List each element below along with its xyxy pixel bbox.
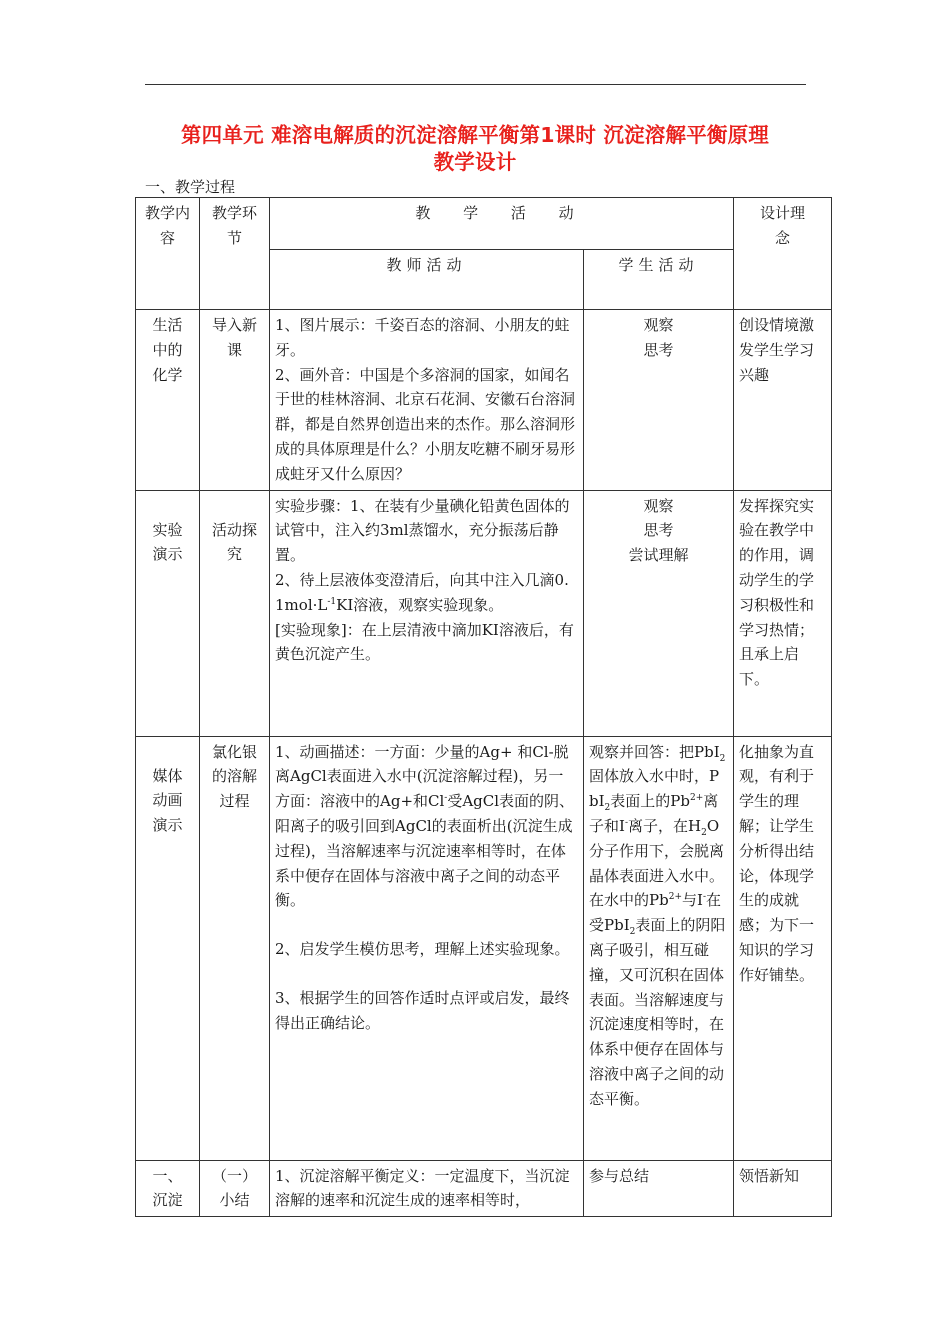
text-run: 2、待上层液体变澄清后，向其中注入几滴0.1mol·L: [275, 570, 569, 614]
top-rule: [145, 84, 806, 85]
cell-idea: 化抽象为直观，有利于学生的理解；让学生分析得出结论，体现学生的成就感；为下一知识的学习作好铺垫。: [734, 736, 832, 1160]
text-run: KI溶液，观察实验现象。: [336, 595, 504, 614]
text-run: 表面上的Pb: [610, 792, 690, 811]
cell-idea: 发挥探究实验在教学中的作用，调动学生的学习积极性和学习热情；且承上启下。: [734, 490, 832, 736]
header-row: [136, 198, 832, 250]
cell-student: [584, 310, 734, 491]
section-heading: 一、教学过程: [145, 178, 236, 196]
subscript: 2: [629, 927, 636, 938]
title-line-2: 教学设计: [433, 150, 517, 174]
cell-student: 参与总结: [584, 1160, 734, 1217]
text-run: 受AgCl表面的阴、阳离子的吸引回到AgCl的表面析出(沉淀生成过程)，当溶解速率与沉淀速率相等时，在体系中便存在固体与溶液中离子之间的动态平衡。: [275, 792, 575, 910]
header-student: 学生活动: [584, 250, 734, 310]
superscript: -: [444, 793, 448, 804]
teacher-paragraph: [275, 740, 578, 914]
text-run: 与I: [682, 891, 703, 910]
cell-teacher: [270, 310, 584, 491]
table-row: [136, 736, 832, 1160]
text-run: 1、动画描述：一方面：少量的Ag+ 和Cl-脱离AgCl表面进入水中(沉淀溶解过程)，另一方面：溶液中的Ag+和Cl: [275, 742, 569, 811]
table-row: [136, 490, 832, 736]
superscript: -: [702, 892, 706, 903]
subscript: 2: [604, 803, 611, 814]
text-run: 观察并回答：把PbI: [589, 742, 720, 761]
table-row: [136, 310, 832, 491]
spacer: [275, 962, 578, 986]
cell-stage: 活动探究: [200, 490, 270, 736]
cell-teacher: [270, 490, 584, 736]
cell-teacher: 1、沉淀溶解平衡定义：一定温度下，当沉淀溶解的速率和沉淀生成的速率相等时，: [270, 1160, 584, 1217]
header-teacher: 教师活动: [270, 250, 584, 310]
cell-student: [584, 490, 734, 736]
teacher-paragraph: [实验现象]：在上层清液中滴加KI溶液后，有黄色沉淀产生。: [275, 620, 574, 664]
student-line: 思考: [643, 340, 674, 359]
cell-teacher: [270, 736, 584, 1160]
cell-content: 生活中的化学: [136, 310, 200, 491]
cell-stage: 氯化银的溶解过程: [200, 736, 270, 1160]
cell-content: 实验演示: [136, 490, 200, 736]
teacher-paragraph: 2、画外音：中国是个多溶洞的国家，如闻名于世的桂林溶洞、北京石花洞、安徽石台溶洞群，都是自然界创造出来的杰作。那么溶洞形成的具体原理是什么？小朋友吃糖不刷牙易形成蛀牙又什么原因？: [275, 365, 576, 483]
student-line: 观察: [643, 316, 674, 334]
document-title: [140, 122, 810, 176]
cell-stage: （一）小结: [200, 1160, 270, 1217]
teacher-paragraph: 3、根据学生的回答作适时点评或启发，最终得出正确结论。: [275, 988, 570, 1032]
student-line: 思考: [643, 521, 674, 540]
cell-idea: 领悟新知: [734, 1160, 832, 1217]
header-activity: 教 学 活 动: [270, 198, 734, 250]
cell-stage: 导入新课: [200, 310, 270, 491]
text-run: 固体放入水中时，PbI: [589, 767, 720, 811]
teacher-paragraph: 2、启发学生模仿思考，理解上述实验现象。: [275, 940, 570, 959]
text-run: 表面上的阴阳离子吸引，相互碰撞，又可沉积在固体表面。当溶解速度与沉淀速度相等时，在体系中便存在固体与溶液中离子之间的动态平衡。: [589, 916, 726, 1108]
text-run: 离子和I: [589, 792, 719, 835]
header-stage: 教学环节: [200, 198, 270, 310]
text-run: 在受PbI: [589, 891, 721, 935]
subscript: 2: [701, 827, 707, 838]
title-line-1: 第四单元 难溶电解质的沉淀溶解平衡第1课时 沉淀溶解平衡原理: [180, 123, 770, 147]
spacer: [275, 913, 578, 937]
superscript: -1: [327, 596, 337, 607]
lesson-table: [135, 197, 832, 1217]
header-idea: 设计理念: [734, 198, 832, 310]
student-line: 观察: [643, 496, 674, 515]
student-answer: [589, 740, 728, 1112]
superscript: 2+: [689, 793, 704, 804]
cell-content: 媒体动画演示: [136, 736, 200, 1160]
student-line: 尝试理解: [628, 546, 689, 565]
cell-content: 一、沉淀: [136, 1160, 200, 1217]
cell-student: [584, 736, 734, 1160]
teacher-paragraph: 1、图片展示：千姿百态的溶洞、小朋友的蛀牙。: [275, 316, 570, 359]
text-run: O分子作用下，会脱离晶体表面进入水中。在水中的Pb: [589, 816, 725, 910]
cell-idea: 创设情境激发学生学习兴趣: [734, 310, 832, 491]
text-run: 离子，在H: [628, 816, 702, 835]
teacher-paragraph: 实验步骤：1、在装有少量碘化铅黄色固体的试管中，注入约3ml蒸馏水，充分振荡后静置。: [275, 496, 570, 565]
header-content: 教学内容: [136, 198, 200, 310]
teacher-paragraph: [275, 568, 578, 618]
table-row: [136, 1160, 832, 1217]
superscript: 2+: [668, 892, 682, 903]
subscript: 2: [719, 753, 726, 764]
superscript: -: [624, 817, 628, 828]
